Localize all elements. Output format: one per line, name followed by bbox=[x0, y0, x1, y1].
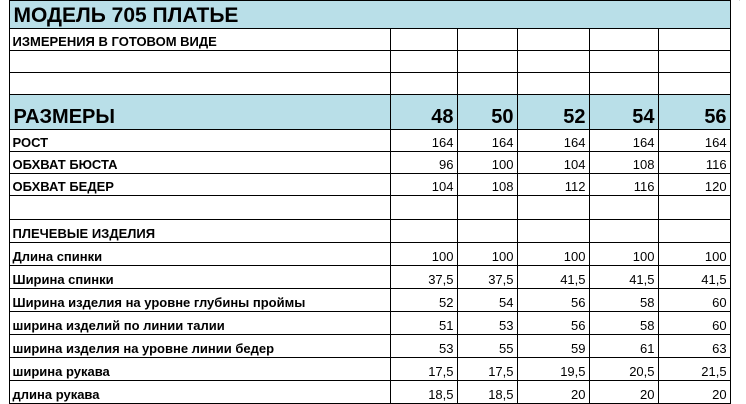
row-spacer bbox=[730, 151, 746, 173]
size-header-cell[interactable]: 56 bbox=[658, 95, 730, 130]
value-cell[interactable]: 108 bbox=[589, 151, 658, 173]
empty-cell[interactable] bbox=[517, 219, 589, 242]
value-cell[interactable]: 37,5 bbox=[390, 265, 457, 288]
empty-cell[interactable] bbox=[658, 73, 730, 95]
empty-cell[interactable] bbox=[658, 219, 730, 242]
table-row bbox=[0, 380, 746, 403]
empty-cell[interactable] bbox=[390, 29, 457, 51]
empty-cell[interactable] bbox=[517, 73, 589, 95]
row-spacer bbox=[730, 380, 746, 403]
empty-cell[interactable] bbox=[589, 51, 658, 73]
value-cell[interactable]: 56 bbox=[517, 311, 589, 334]
empty-cell[interactable] bbox=[9, 51, 390, 73]
value-cell[interactable]: 53 bbox=[390, 334, 457, 357]
empty-cell[interactable] bbox=[457, 29, 517, 51]
row-spacer bbox=[730, 95, 746, 130]
value-cell[interactable]: 100 bbox=[517, 242, 589, 265]
empty-cell[interactable] bbox=[390, 73, 457, 95]
value-cell[interactable]: 164 bbox=[658, 129, 730, 151]
row-label[interactable]: ОБХВАТ БЕДЕР bbox=[9, 173, 390, 195]
row-spacer bbox=[730, 51, 746, 73]
value-cell[interactable]: 20 bbox=[589, 380, 658, 403]
value-cell[interactable]: 116 bbox=[589, 173, 658, 195]
value-cell[interactable]: 56 bbox=[517, 288, 589, 311]
row-spacer bbox=[0, 380, 9, 403]
empty-cell[interactable] bbox=[9, 195, 390, 219]
size-header-cell[interactable]: 52 bbox=[517, 95, 589, 130]
table-row bbox=[0, 311, 746, 334]
value-cell[interactable]: 17,5 bbox=[390, 357, 457, 380]
row-spacer bbox=[0, 357, 9, 380]
table-row bbox=[0, 151, 746, 173]
value-cell[interactable]: 164 bbox=[517, 129, 589, 151]
value-cell[interactable]: 104 bbox=[390, 173, 457, 195]
value-cell[interactable]: 20 bbox=[658, 380, 730, 403]
row-spacer bbox=[0, 242, 9, 265]
row-spacer bbox=[0, 288, 9, 311]
value-cell[interactable]: 19,5 bbox=[517, 357, 589, 380]
row-spacer bbox=[0, 173, 9, 195]
row-spacer bbox=[0, 311, 9, 334]
row-spacer bbox=[0, 73, 9, 95]
empty-cell[interactable] bbox=[390, 195, 457, 219]
value-cell[interactable]: 96 bbox=[390, 151, 457, 173]
row-label[interactable]: ширина изделий по линии талии bbox=[9, 311, 390, 334]
value-cell[interactable]: 53 bbox=[457, 311, 517, 334]
table-row bbox=[0, 357, 746, 380]
table-row bbox=[0, 265, 746, 288]
row-label[interactable]: ширина изделия на уровне линии бедер bbox=[9, 334, 390, 357]
value-cell[interactable]: 60 bbox=[658, 288, 730, 311]
value-cell[interactable]: 100 bbox=[658, 242, 730, 265]
value-cell[interactable]: 61 bbox=[589, 334, 658, 357]
value-cell[interactable]: 100 bbox=[457, 151, 517, 173]
value-cell[interactable]: 59 bbox=[517, 334, 589, 357]
row-spacer bbox=[730, 195, 746, 219]
table-row bbox=[0, 129, 746, 151]
value-cell[interactable]: 100 bbox=[390, 242, 457, 265]
row-spacer bbox=[0, 195, 9, 219]
row-label[interactable]: Ширина спинки bbox=[9, 265, 390, 288]
value-cell[interactable]: 164 bbox=[457, 129, 517, 151]
value-cell[interactable]: 108 bbox=[457, 173, 517, 195]
value-cell[interactable]: 164 bbox=[390, 129, 457, 151]
empty-cell[interactable] bbox=[658, 51, 730, 73]
value-cell[interactable]: 37,5 bbox=[457, 265, 517, 288]
row-spacer bbox=[0, 129, 9, 151]
empty-cell[interactable] bbox=[457, 51, 517, 73]
value-cell[interactable]: 104 bbox=[517, 151, 589, 173]
row-label[interactable]: РОСТ bbox=[9, 129, 390, 151]
row-spacer bbox=[0, 95, 9, 130]
empty-cell[interactable] bbox=[517, 51, 589, 73]
value-cell[interactable]: 58 bbox=[589, 288, 658, 311]
value-cell[interactable]: 20,5 bbox=[589, 357, 658, 380]
row-spacer bbox=[0, 51, 9, 73]
value-cell[interactable]: 41,5 bbox=[589, 265, 658, 288]
row-spacer bbox=[0, 1, 9, 29]
value-cell[interactable]: 55 bbox=[457, 334, 517, 357]
row-spacer bbox=[730, 288, 746, 311]
value-cell[interactable]: 18,5 bbox=[390, 380, 457, 403]
row-spacer bbox=[0, 29, 9, 51]
value-cell[interactable]: 20 bbox=[517, 380, 589, 403]
row-spacer bbox=[0, 219, 9, 242]
table-row bbox=[0, 334, 746, 357]
value-cell[interactable]: 21,5 bbox=[658, 357, 730, 380]
value-cell[interactable]: 120 bbox=[658, 173, 730, 195]
value-cell[interactable]: 112 bbox=[517, 173, 589, 195]
row-spacer bbox=[730, 311, 746, 334]
value-cell[interactable]: 100 bbox=[457, 242, 517, 265]
subtitle-cell[interactable]: ИЗМЕРЕНИЯ В ГОТОВОМ ВИДЕ bbox=[9, 29, 390, 51]
empty-cell[interactable] bbox=[457, 195, 517, 219]
value-cell[interactable]: 164 bbox=[589, 129, 658, 151]
value-cell[interactable]: 60 bbox=[658, 311, 730, 334]
sheet-title[interactable]: МОДЕЛЬ 705 ПЛАТЬЕ bbox=[9, 1, 730, 29]
value-cell[interactable]: 100 bbox=[589, 242, 658, 265]
row-spacer bbox=[730, 242, 746, 265]
row-label[interactable]: длина рукава bbox=[9, 380, 390, 403]
empty-cell[interactable] bbox=[517, 195, 589, 219]
value-cell[interactable]: 41,5 bbox=[658, 265, 730, 288]
section-label[interactable]: ПЛЕЧЕВЫЕ ИЗДЕЛИЯ bbox=[9, 219, 390, 242]
size-header-cell[interactable]: 54 bbox=[589, 95, 658, 130]
empty-cell[interactable] bbox=[658, 29, 730, 51]
value-cell[interactable]: 54 bbox=[457, 288, 517, 311]
row-label[interactable]: ОБХВАТ БЮСТА bbox=[9, 151, 390, 173]
value-cell[interactable]: 116 bbox=[658, 151, 730, 173]
value-cell[interactable]: 17,5 bbox=[457, 357, 517, 380]
table-row bbox=[0, 173, 746, 195]
empty-cell[interactable] bbox=[9, 73, 390, 95]
row-spacer bbox=[730, 129, 746, 151]
value-cell[interactable]: 51 bbox=[390, 311, 457, 334]
row-spacer bbox=[0, 334, 9, 357]
row-spacer bbox=[730, 334, 746, 357]
row-spacer bbox=[730, 173, 746, 195]
row-spacer bbox=[730, 1, 746, 29]
value-cell[interactable]: 63 bbox=[658, 334, 730, 357]
empty-cell[interactable] bbox=[390, 51, 457, 73]
empty-cell[interactable] bbox=[589, 195, 658, 219]
empty-cell[interactable] bbox=[589, 73, 658, 95]
row-spacer bbox=[0, 151, 9, 173]
row-label[interactable]: Ширина изделия на уровне глубины проймы bbox=[9, 288, 390, 311]
sizes-header-label[interactable]: РАЗМЕРЫ bbox=[9, 95, 390, 130]
empty-cell[interactable] bbox=[658, 195, 730, 219]
row-spacer bbox=[730, 357, 746, 380]
empty-cell[interactable] bbox=[517, 29, 589, 51]
size-header-cell[interactable]: 48 bbox=[390, 95, 457, 130]
row-label[interactable]: ширина рукава bbox=[9, 357, 390, 380]
empty-cell[interactable] bbox=[589, 219, 658, 242]
row-spacer bbox=[730, 265, 746, 288]
table-row bbox=[0, 288, 746, 311]
row-spacer bbox=[730, 73, 746, 95]
empty-cell[interactable] bbox=[390, 219, 457, 242]
row-spacer bbox=[730, 219, 746, 242]
value-cell[interactable]: 58 bbox=[589, 311, 658, 334]
size-header-cell[interactable]: 50 bbox=[457, 95, 517, 130]
table-row bbox=[0, 242, 746, 265]
value-cell[interactable]: 52 bbox=[390, 288, 457, 311]
empty-cell[interactable] bbox=[589, 29, 658, 51]
value-cell[interactable]: 41,5 bbox=[517, 265, 589, 288]
row-label[interactable]: Длина спинки bbox=[9, 242, 390, 265]
row-spacer bbox=[0, 265, 9, 288]
value-cell[interactable]: 18,5 bbox=[457, 380, 517, 403]
empty-cell[interactable] bbox=[457, 219, 517, 242]
empty-cell[interactable] bbox=[457, 73, 517, 95]
row-spacer bbox=[730, 29, 746, 51]
